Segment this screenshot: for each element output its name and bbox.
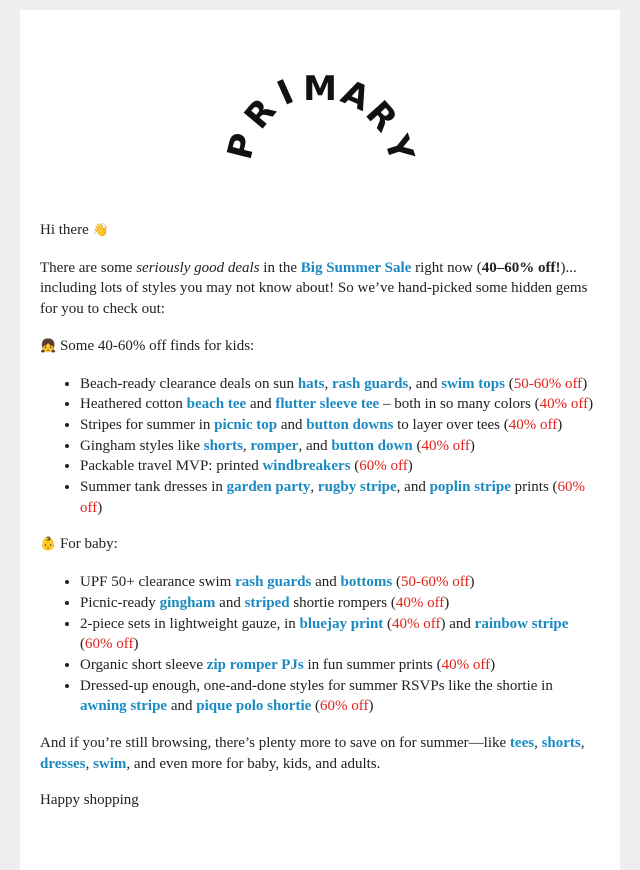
greeting-text: Hi there <box>40 222 89 238</box>
logo-letter-y: Y <box>375 130 422 167</box>
baby-icon: 👶 <box>40 537 57 553</box>
gingham-link[interactable]: gingham <box>159 594 216 611</box>
discount-text: 40% off <box>421 437 470 454</box>
list-item: • Organic short sleeve zip romper PJs in fun summer prints (40% off) <box>80 655 600 676</box>
emphasis-text: seriously good deals <box>136 259 260 276</box>
swim-link[interactable]: swim <box>93 755 127 772</box>
rash-guards-link[interactable]: rash guards <box>332 375 409 392</box>
zip-romper-pjs-link[interactable]: zip romper PJs <box>206 656 304 673</box>
hats-link[interactable]: hats <box>297 375 325 392</box>
intro-paragraph: There are some seriously good deals in the Big Summer Sale right now (40–60% off!)... including lots of styles you may not know about! So we’ve hand-picked some hidden gems for you to check out: <box>40 259 588 318</box>
bluejay-print-link[interactable]: bluejay print <box>299 615 384 632</box>
kids-heading <box>40 336 600 358</box>
flutter-sleeve-tee-link[interactable]: flutter sleeve tee <box>275 396 380 413</box>
rugby-stripe-link[interactable]: rugby stripe <box>317 479 397 496</box>
list-item: • Heathered cotton beach tee and flutter sleeve tee – both in so many colors (40% off) <box>80 394 600 415</box>
discount-text: 60% off <box>80 479 586 516</box>
big-summer-sale-link[interactable]: Big Summer Sale <box>300 259 412 276</box>
discount-text: 40% off <box>508 416 558 433</box>
discount-text: 40% off <box>395 594 445 611</box>
baby-heading <box>40 534 600 556</box>
logo-letter-r: R <box>236 91 285 137</box>
logo-letter-r2: R <box>357 93 405 140</box>
striped-link[interactable]: striped <box>244 594 290 611</box>
discount-text: 40% off <box>441 656 491 673</box>
primary-logo[interactable] <box>20 10 620 210</box>
button-downs-link[interactable]: button downs <box>306 416 394 433</box>
logo-arc <box>20 10 620 210</box>
baby-list <box>40 572 600 717</box>
poplin-stripe-link[interactable]: poplin stripe <box>429 479 511 496</box>
logo-letter-p: P <box>219 129 265 164</box>
outro-paragraph: And if you’re still browsing, there’s plenty more to save on for summer—like tees, shorts, dresses, swim, and even more for baby, kids, and adults. <box>40 735 585 772</box>
list-item: • Stripes for summer in picnic top and button downs to layer over tees (40% off) <box>80 415 600 436</box>
discount-text: 50-60% off <box>513 375 583 392</box>
waving-hand-icon: 👋 <box>92 223 109 238</box>
shorts-link[interactable]: shorts <box>541 735 581 752</box>
picnic-top-link[interactable]: picnic top <box>214 416 278 433</box>
discount-text: 60% off <box>359 458 408 475</box>
kids-list <box>40 374 600 519</box>
pique-polo-shortie-link[interactable]: pique polo shortie <box>196 698 312 715</box>
bottoms-link[interactable]: bottoms <box>340 574 393 591</box>
discount-bold: 40–60% off! <box>481 259 561 276</box>
list-item: • Beach-ready clearance deals on sun hats, rash guards, and swim tops (50-60% off) <box>80 374 600 395</box>
list-item: • 2-piece sets in lightweight gauze, in bluejay print (40% off) and rainbow stripe (60% off) <box>80 614 600 655</box>
list-item: • UPF 50+ clearance swim rash guards and bottoms (50-60% off) <box>80 572 600 593</box>
shorts-link[interactable]: shorts <box>203 437 243 454</box>
discount-text: 40% off <box>539 396 589 413</box>
list-item: • Dressed-up enough, one-and-done styles for summer RSVPs like the shortie in awning stripe and pique polo shortie (60% off) <box>80 676 600 717</box>
baby-heading-text: For baby: <box>59 536 118 553</box>
email-body <box>40 220 600 827</box>
logo-letter-a: A <box>335 72 376 120</box>
tees-link[interactable]: tees <box>509 735 535 752</box>
windbreakers-link[interactable]: windbreakers <box>262 458 351 475</box>
logo-letter-m: M <box>303 69 337 109</box>
kids-heading-text: Some 40-60% off finds for kids: <box>59 337 255 354</box>
email-card <box>20 10 620 870</box>
discount-text: 60% off <box>85 636 134 653</box>
greeting <box>40 220 600 242</box>
dresses-link[interactable]: dresses <box>40 755 86 772</box>
logo-letter-i: I <box>271 72 300 114</box>
awning-stripe-link[interactable]: awning stripe <box>80 698 168 715</box>
swim-tops-link[interactable]: swim tops <box>441 375 505 392</box>
list-item: • Gingham styles like shorts, romper, and button down (40% off) <box>80 436 600 457</box>
discount-text: 50-60% off <box>400 574 470 591</box>
beach-tee-link[interactable]: beach tee <box>186 396 247 413</box>
button-down-link[interactable]: button down <box>331 437 413 454</box>
discount-text: 40% off <box>392 615 441 632</box>
romper-link[interactable]: romper <box>250 437 299 454</box>
list-item: • Packable travel MVP: printed windbreakers (60% off) <box>80 456 600 477</box>
list-item: • Summer tank dresses in garden party, rugby stripe, and poplin stripe prints (60% off) <box>80 477 600 518</box>
rainbow-stripe-link[interactable]: rainbow stripe <box>474 615 569 632</box>
discount-text: 60% off <box>320 698 369 715</box>
list-item: • Picnic-ready gingham and striped shortie rompers (40% off) <box>80 593 600 614</box>
signoff: Happy shopping <box>40 792 139 809</box>
rash-guards-link[interactable]: rash guards <box>235 574 312 591</box>
girl-icon: 👧 <box>40 338 57 354</box>
garden-party-link[interactable]: garden party <box>226 479 311 496</box>
